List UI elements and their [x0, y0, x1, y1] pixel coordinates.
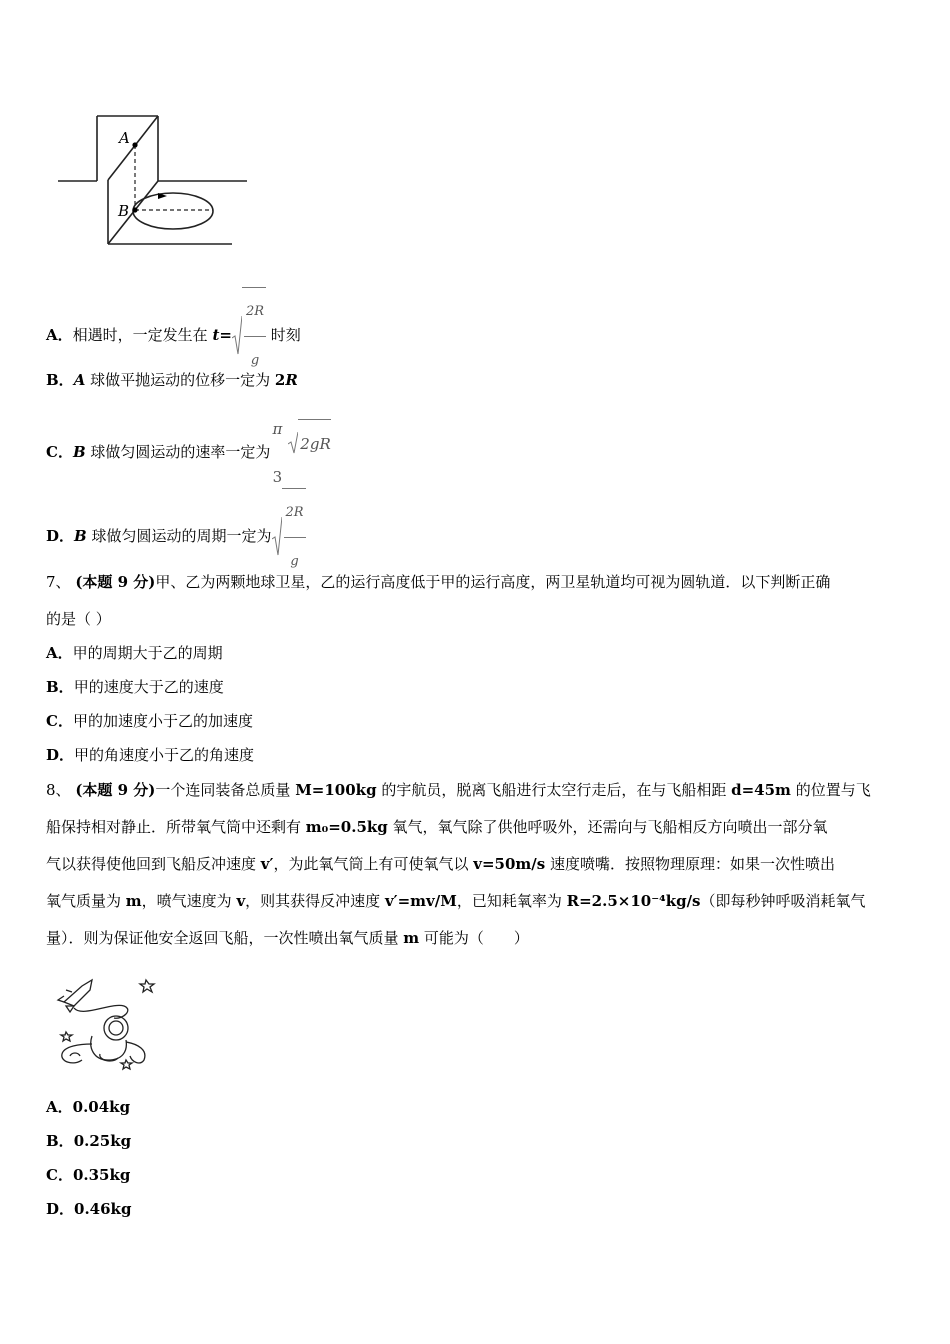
distance-value: d=45m	[731, 781, 791, 799]
option-label: C．	[46, 1166, 73, 1184]
option-text: 球做匀圆运动的周期一定为	[91, 527, 272, 545]
stem-text: 量）．则为保证他安全返回飞船，一次性喷出氧气质量	[46, 929, 404, 947]
oxygen-mass-value: m₀=0.5kg	[305, 818, 388, 836]
q7-option-a	[46, 643, 223, 663]
q6-option-b	[46, 370, 298, 390]
sqrt-formula	[288, 419, 330, 468]
option-text: 球做匀圆运动的速率一定为	[90, 443, 271, 461]
option-label: A．	[46, 1098, 73, 1116]
q7-stem-line-2	[46, 609, 111, 629]
option-label: A．	[46, 326, 73, 344]
stem-text: 氧气质量为	[46, 892, 126, 910]
q8-stem-line-5	[46, 928, 529, 948]
frac-num: 2R	[244, 288, 266, 337]
q7-option-d	[46, 745, 254, 765]
frac-den: 3	[272, 468, 283, 486]
stem-text: （即每秒钟呼吸消耗氧气	[700, 892, 866, 910]
var-t: t	[212, 326, 220, 344]
option-label: C．	[46, 712, 73, 730]
frac-den: g	[290, 554, 299, 569]
option-label: B．	[46, 371, 74, 389]
radicand: 2gR	[298, 419, 330, 468]
q7-stem-line-1	[46, 572, 830, 592]
option-text: 甲的周期大于乙的周期	[72, 644, 223, 662]
frac-num: π	[272, 420, 283, 438]
stem-text: 甲、乙为两颗地球卫星，乙的运行高度低于甲的运行高度，两卫星轨道均可视为圆轨道．以下判断正确	[155, 573, 831, 591]
recoil-formula: v′=mv/M	[384, 892, 457, 910]
score: (本题 9 分)	[75, 781, 156, 799]
symbol-m: m	[125, 892, 142, 910]
q7-option-c	[46, 711, 253, 731]
value: 2	[274, 371, 286, 389]
option-text: 0.04kg	[72, 1098, 131, 1116]
stem-text: 气以获得使他回到飞船反冲速度	[46, 855, 261, 873]
option-text: 甲的加速度小于乙的加速度	[72, 712, 253, 730]
option-text: 球做平抛运动的位移一定为	[90, 371, 271, 389]
equals-sign: =	[219, 326, 232, 344]
option-label: C．	[46, 443, 73, 461]
option-text: 甲的角速度小于乙的角速度	[74, 746, 255, 764]
stem-text: ，喷气速度为	[141, 892, 237, 910]
velocity-value: v=50m/s	[473, 855, 546, 873]
stem-text: ，为此氧气筒上有可使氧气以	[273, 855, 474, 873]
option-label: D．	[46, 746, 75, 764]
radical-sign-icon	[232, 316, 242, 356]
option-text-2: 时刻	[270, 326, 301, 344]
stem-text: 速度喷嘴．按照物理原理：如果一次性喷出	[545, 855, 835, 873]
option-label: D．	[46, 527, 75, 545]
astronaut-illustration	[52, 972, 157, 1076]
q8-option-d	[46, 1199, 131, 1219]
q6-option-d	[46, 488, 306, 569]
mass-value: M=100kg	[295, 781, 377, 799]
symbol-m: m	[403, 929, 420, 947]
option-text: 相遇时，一定发生在	[72, 326, 208, 344]
q8-option-c	[46, 1165, 130, 1185]
stem-text: 的宇航员，脱离飞船进行太空行走后，在与飞船相距	[376, 781, 732, 799]
q8-stem-line-2	[46, 817, 828, 837]
option-label: B．	[46, 678, 74, 696]
q8-stem-line-1	[46, 780, 871, 800]
q8-stem-line-4	[46, 891, 866, 911]
stem-text: 的位置与飞	[790, 781, 871, 799]
point-b-label: B	[118, 202, 130, 220]
stem-text: ，已知耗氧率为	[456, 892, 567, 910]
option-label: A．	[46, 644, 73, 662]
option-label: D．	[46, 1200, 75, 1218]
recoil-velocity-symbol: v′	[260, 855, 274, 873]
option-text: 0.35kg	[72, 1166, 131, 1184]
oxygen-rate-value: R=2.5×10⁻⁴kg/s	[566, 892, 701, 910]
q6-option-a	[46, 287, 301, 368]
option-text: 0.25kg	[73, 1132, 132, 1150]
q8-stem-line-3	[46, 854, 835, 874]
q8-option-b	[46, 1131, 131, 1151]
radical-sign-icon	[288, 432, 298, 454]
var-b: B	[74, 527, 87, 545]
option-text: 0.46kg	[74, 1200, 132, 1218]
radical-sign-icon	[272, 517, 282, 557]
stem-text: 氧气，氧气除了供他呼吸外，还需向与飞船相反方向喷出一部分氧	[387, 818, 828, 836]
pi-over-3-fraction	[270, 405, 284, 501]
q6-option-c	[46, 405, 331, 486]
var-a: A	[73, 371, 86, 389]
q7-option-b	[46, 677, 224, 697]
option-text: 甲的速度大于乙的速度	[73, 678, 224, 696]
stem-text: ，则其获得反冲速度	[245, 892, 385, 910]
question-number: 7、	[46, 573, 71, 591]
value-var: R	[285, 371, 298, 389]
figure-ball-diagram	[50, 108, 255, 248]
symbol-v: v	[236, 892, 246, 910]
question-number: 8、	[46, 781, 71, 799]
score: (本题 9 分)	[75, 573, 156, 591]
frac-den: g	[250, 353, 260, 368]
q8-option-a	[46, 1097, 130, 1117]
stem-text: 可能为（ ）	[419, 929, 529, 947]
var-b: B	[72, 443, 86, 461]
stem-text: 的是（ ）	[46, 610, 111, 628]
frac-num: 2R	[284, 489, 306, 538]
option-label: B．	[46, 1132, 74, 1150]
point-a-label: A	[119, 129, 130, 147]
stem-text: 一个连同装备总质量	[155, 781, 296, 799]
stem-text: 船保持相对静止．所带氧气筒中还剩有	[46, 818, 306, 836]
